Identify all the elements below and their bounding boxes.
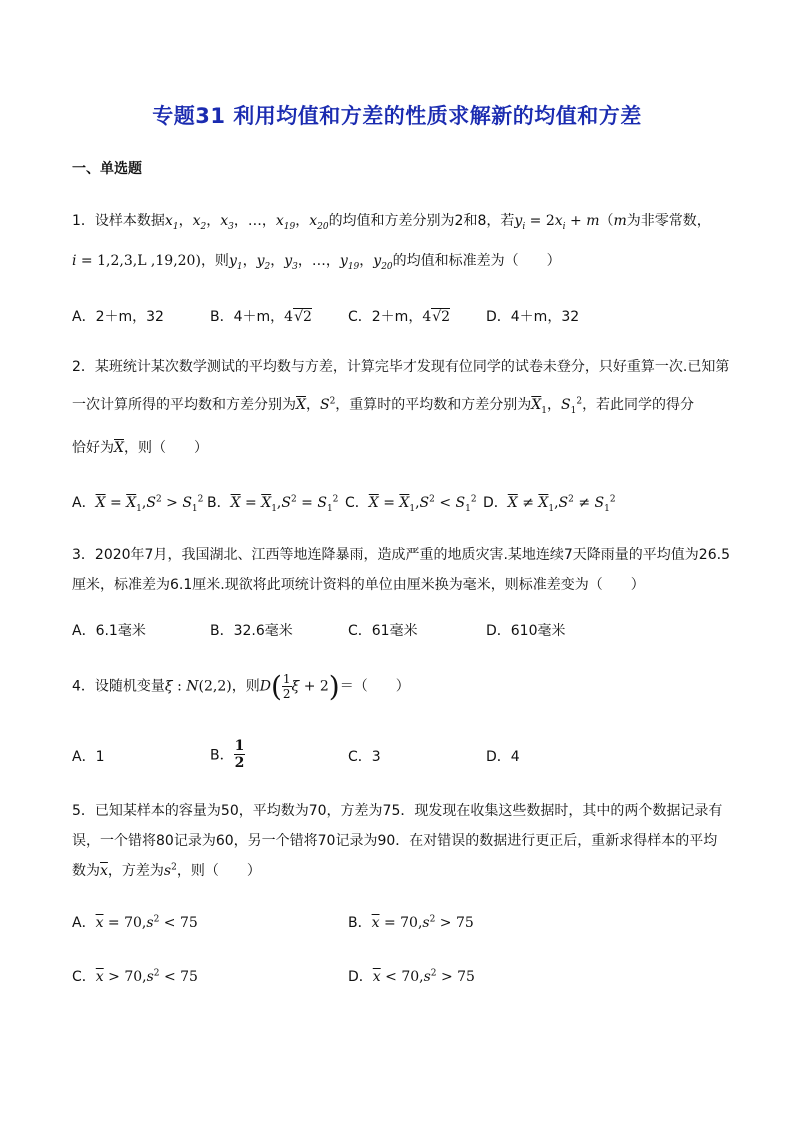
q3-line-1: 3．2020年7月，我国湖北、江西等地连降暴雨，造成严重的地质灾害.某地连续7天降雨量的平均值为26.5 xyxy=(72,547,730,563)
q4-line-1: 4．设随机变量ξ : N(2,2)，则D( $\frac{1}{2}$ ξ + 2)＝（ ） xyxy=(72,670,410,703)
math-expr: $\overline{X}$ xyxy=(114,440,124,456)
q3-option-d[interactable]: D．610毫米 xyxy=(486,623,566,639)
page-title: 专题31 利用均值和方差的性质求解新的均值和方差 xyxy=(152,104,642,128)
q1-option-c[interactable]: C．2＋m，4√2 xyxy=(348,309,451,325)
q3-line-2: 厘米，标准差为6.1厘米.现欲将此项统计资料的单位由厘米换为毫米，则标准差变为（ ） xyxy=(72,577,645,593)
q1-option-b[interactable]: B．4＋m，4√2 xyxy=(210,309,312,325)
math-expr: $\overline{X} = \overline{X}_1,S^2 = S_1^2$ xyxy=(230,494,339,514)
q3-option-c[interactable]: C．61毫米 xyxy=(348,623,418,639)
math-expr: $\overline{x}$ xyxy=(100,863,108,879)
q2-line-1: 2．某班统计某次数学测试的平均数与方差，计算完毕才发现有位同学的试卷未登分，只好重算一次.已知第 xyxy=(72,359,730,375)
math-expr: $\overline{x} = 70,s^2 < 75$ xyxy=(95,914,198,931)
q5-option-a[interactable]: A．$\overline{x} = 70,s^2 < 75$ xyxy=(72,914,198,931)
q5-option-c[interactable]: C．$\overline{x} > 70,s^2 < 75$ xyxy=(72,968,198,985)
q1-option-a[interactable]: A．2＋m，32 xyxy=(72,309,164,325)
q1-line-2: i = 1,2,3,L ,19,20)，则$y_1$，$y_2$，$y_3$，…，$y_{19}$，$y_{20}$的均值和标准差为（ ） xyxy=(72,253,561,272)
q2-option-a[interactable]: A．$\overline{X} = \overline{X}_1,S^2 > S_1^2$ xyxy=(72,494,204,514)
q2-option-b[interactable]: B．$\overline{X} = \overline{X}_1,S^2 = S_1^2$ xyxy=(207,494,339,514)
q5-line-2: 误，一个错将80记录为60，另一个错将70记录为90．在对错误的数据进行更正后，重新求得样本的平均 xyxy=(72,833,718,849)
section-heading: 一、单选题 xyxy=(72,161,142,177)
math-expr: $\frac{1}{2}$ xyxy=(234,738,245,771)
math-expr: $\overline{x} = 70,s^2 > 75$ xyxy=(371,914,474,931)
q4-option-d[interactable]: D．4 xyxy=(486,749,520,765)
math-expr: $\overline{x} > 70,s^2 < 75$ xyxy=(95,968,198,985)
q5-option-b[interactable]: B．$\overline{x} = 70,s^2 > 75$ xyxy=(348,914,474,931)
q4-option-b[interactable]: B． $\frac{1}{2}$ xyxy=(210,738,245,771)
math-expr: ξ xyxy=(164,678,173,695)
math-expr: $\overline{X} = \overline{X}_1,S^2 > S_1^2$ xyxy=(95,494,204,514)
q3-option-b[interactable]: B．32.6毫米 xyxy=(210,623,293,639)
q2-option-c[interactable]: C．$\overline{X} = \overline{X}_1,S^2 < S_1^2$ xyxy=(345,494,477,514)
q2-option-d[interactable]: D．$\overline{X} \ne \overline{X}_1,S^2 \ne S_1^2$ xyxy=(483,494,616,514)
math-expr: $\overline{X} \ne \overline{X}_1,S^2 \ne S_1^2$ xyxy=(507,494,616,514)
math-expr: $\overline{x} < 70,s^2 > 75$ xyxy=(372,968,475,985)
q1-line-1: 1．设样本数据$x_1$，$x_2$，$x_3$，…，$x_{19}$，$x_{20}$的均值和方差分别为2和8，若$y_i = 2x_i + m(m$为非零常数， xyxy=(72,213,711,232)
q1-option-d[interactable]: D．4＋m，32 xyxy=(486,309,580,325)
math-expr: i xyxy=(72,253,77,269)
q4-option-a[interactable]: A．1 xyxy=(72,749,105,765)
math-expr: $\overline{X} = \overline{X}_1,S^2 < S_1^2$ xyxy=(368,494,477,514)
q3-option-a[interactable]: A．6.1毫米 xyxy=(72,623,146,639)
q5-line-1: 5．已知某样本的容量为50，平均数为70，方差为75．现发现在收集这些数据时，其中的两个数据记录有 xyxy=(72,803,723,819)
math-expr: 4√2 xyxy=(422,309,451,325)
q5-option-d[interactable]: D．$\overline{x} < 70,s^2 > 75$ xyxy=(348,968,475,985)
q2-line-2: 一次计算所得的平均数和方差分别为$\overline{X}$，$S^2$，重算时的平均数和方差分别为$\overline{X}_1$，$S_1^2$，若此同学的得分 xyxy=(72,396,695,416)
math-expr: $x_1$ xyxy=(164,213,179,232)
q4-option-c[interactable]: C．3 xyxy=(348,749,381,765)
math-expr: $\overline{X}$ xyxy=(296,397,306,413)
q2-line-3: 恰好为$\overline{X}$，则（ ） xyxy=(72,440,208,456)
q5-line-3: 数为$\overline{x}$，方差为$s^2$，则（ ） xyxy=(72,862,261,879)
math-expr: 4√2 xyxy=(284,309,312,325)
